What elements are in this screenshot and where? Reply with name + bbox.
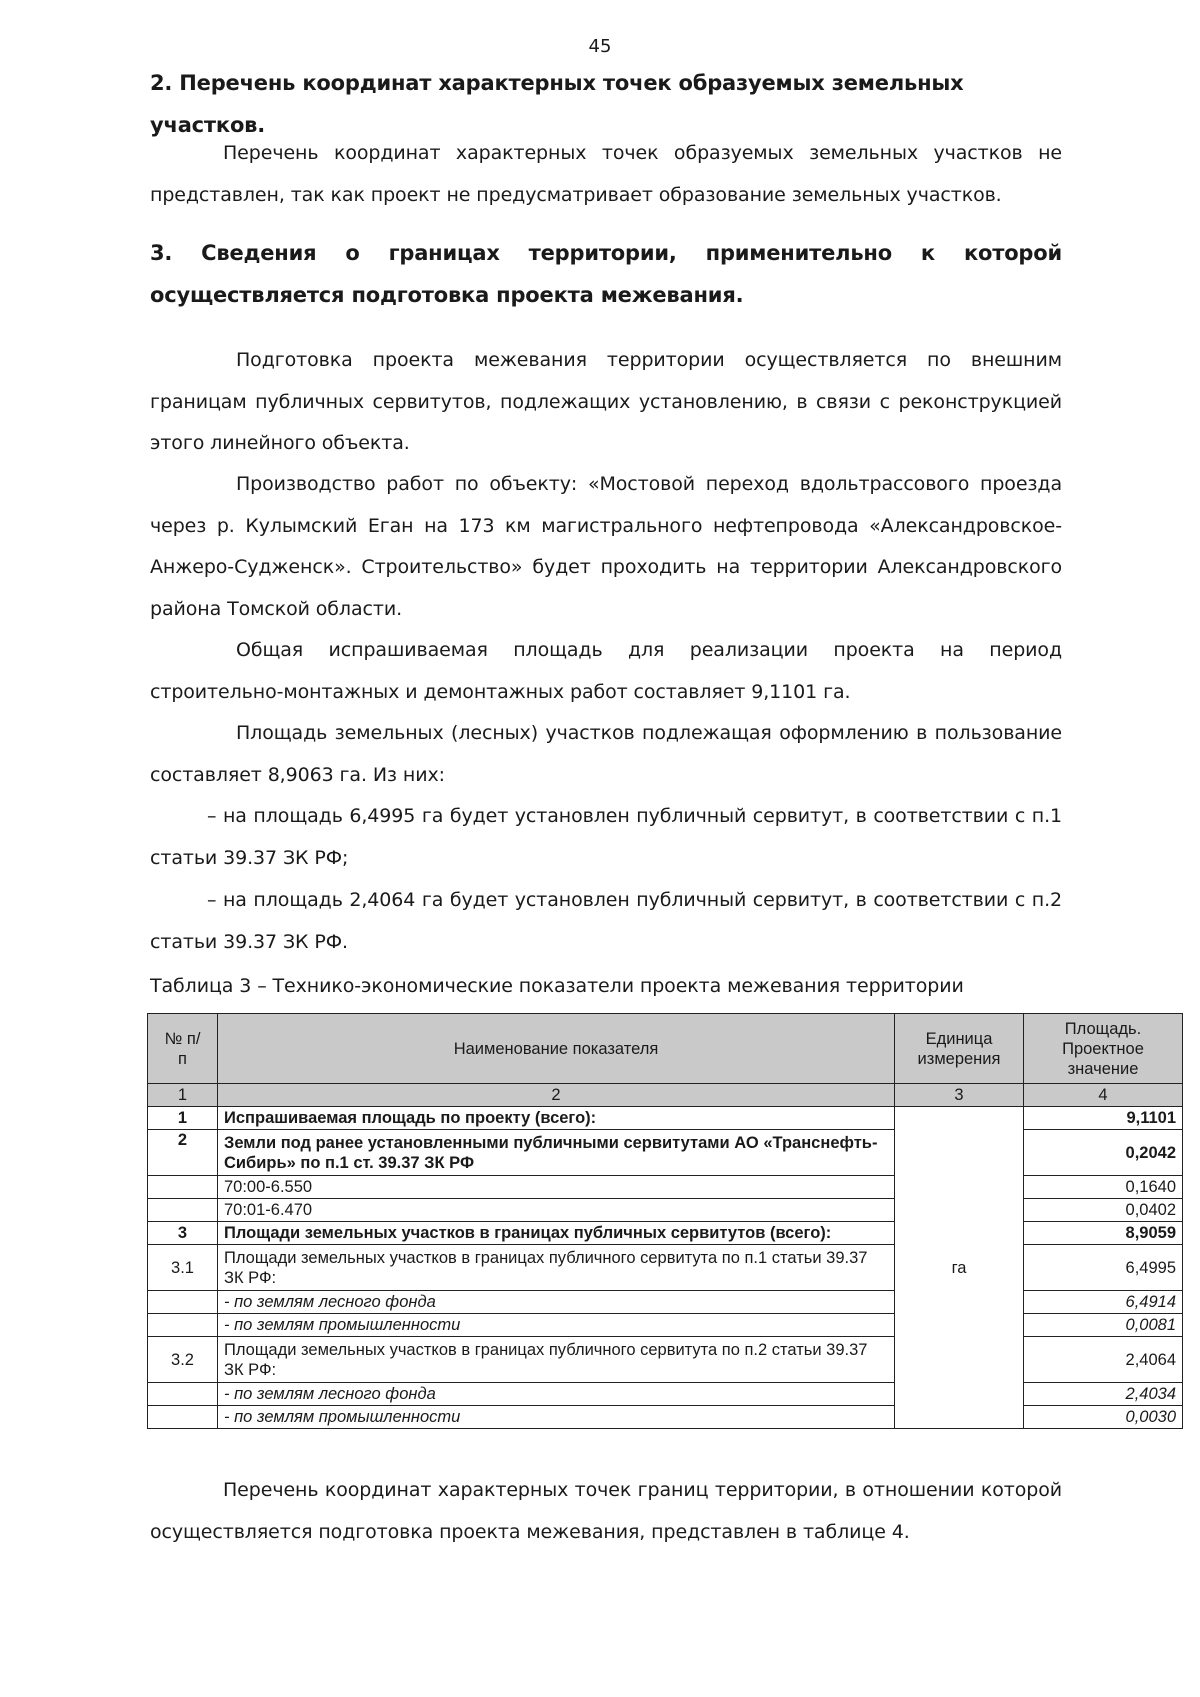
page-number: 45: [588, 36, 612, 57]
table-row: [148, 1222, 1183, 1245]
column-number: 4: [1024, 1084, 1183, 1107]
row-value: 8,9059: [1024, 1222, 1183, 1245]
column-number: 1: [148, 1084, 218, 1107]
row-name: - по землям промышленности: [218, 1314, 895, 1337]
row-no: [148, 1176, 218, 1199]
closing-paragraph-text: Перечень координат характерных точек границ территории, в отношении которой осуществляется подготовка проекта межевания, представлен в таблице 4.: [150, 1479, 1062, 1543]
row-name: Площади земельных участков в границах публичного сервитута по п.1 статьи 39.37 ЗК РФ:: [218, 1245, 895, 1291]
header-no: № п/п: [148, 1014, 218, 1084]
row-name: Испрашиваемая площадь по проекту (всего):: [218, 1107, 895, 1130]
table-row: [148, 1245, 1183, 1291]
row-value: 9,1101: [1024, 1107, 1183, 1130]
row-value: 0,0081: [1024, 1314, 1183, 1337]
row-value: 0,0030: [1024, 1406, 1183, 1429]
table-caption: Таблица 3 – Технико-экономические показатели проекта межевания территории: [150, 975, 964, 997]
table-column-numbers-row: [148, 1084, 1183, 1107]
row-value: 2,4064: [1024, 1337, 1183, 1383]
row-name: 70:01-6.470: [218, 1199, 895, 1222]
unit-cell: га: [895, 1107, 1024, 1429]
section-3-bullet-1: [150, 796, 1062, 879]
row-name: Земли под ранее установленными публичными сервитутами АО «Транснефть-Сибирь» по п.1 ст. 39.37 ЗК РФ: [218, 1130, 895, 1176]
table-row: [148, 1383, 1183, 1406]
section-3-paragraph-3: [150, 630, 1062, 713]
section-3-paragraph-3-text: Общая испрашиваемая площадь для реализации проекта на период строительно-монтажных и демонтажных работ составляет 9,1101 га.: [150, 639, 1062, 703]
header-value: Площадь. Проектное значение: [1024, 1014, 1183, 1084]
row-no: 3.2: [148, 1337, 218, 1383]
row-no: [148, 1383, 218, 1406]
section-3-bullet-1-text: – на площадь 6,4995 га будет установлен публичный сервитут, в соответствии с п.1 статьи 39.37 ЗК РФ;: [150, 805, 1062, 869]
section-3-paragraph-4: [150, 713, 1062, 796]
table-row: [148, 1337, 1183, 1383]
row-no: [148, 1291, 218, 1314]
row-name: - по землям лесного фонда: [218, 1383, 895, 1406]
row-name: 70:00-6.550: [218, 1176, 895, 1199]
row-value: 0,1640: [1024, 1176, 1183, 1199]
row-value: 0,2042: [1024, 1130, 1183, 1176]
row-no: [148, 1314, 218, 1337]
row-value: 2,4034: [1024, 1383, 1183, 1406]
header-name: Наименование показателя: [218, 1014, 895, 1084]
row-value: 0,0402: [1024, 1199, 1183, 1222]
header-unit: Единица измерения: [895, 1014, 1024, 1084]
table-row: [148, 1291, 1183, 1314]
section-3-paragraph-1: [150, 340, 1062, 465]
row-value: 6,4914: [1024, 1291, 1183, 1314]
table-row: [148, 1314, 1183, 1337]
table-row: [148, 1107, 1183, 1130]
section-3-bullet-2: [150, 880, 1062, 963]
row-no: 2: [148, 1130, 218, 1176]
row-name: - по землям лесного фонда: [218, 1291, 895, 1314]
row-name: Площади земельных участков в границах публичного сервитута по п.2 статьи 39.37 ЗК РФ:: [218, 1337, 895, 1383]
indicators-table: [147, 1013, 1183, 1429]
row-name: - по землям промышленности: [218, 1406, 895, 1429]
row-no: [148, 1199, 218, 1222]
table-row: [148, 1406, 1183, 1429]
row-no: [148, 1406, 218, 1429]
section-2-heading: 2. Перечень координат характерных точек образуемых земельных участков.: [150, 71, 964, 137]
section-3-bullet-2-text: – на площадь 2,4064 га будет установлен публичный сервитут, в соответствии с п.2 статьи 39.37 ЗК РФ.: [150, 889, 1062, 953]
table-row: [148, 1199, 1183, 1222]
section-2-text: [150, 133, 1062, 216]
row-name: Площади земельных участков в границах публичных сервитутов (всего):: [218, 1222, 895, 1245]
table-row: [148, 1130, 1183, 1176]
row-no: 1: [148, 1107, 218, 1130]
row-no: 3: [148, 1222, 218, 1245]
section-3-paragraph-4-text: Площадь земельных (лесных) участков подлежащая оформлению в пользование составляет 8,9063 га. Из них:: [150, 722, 1062, 786]
column-number: 2: [218, 1084, 895, 1107]
row-no: 3.1: [148, 1245, 218, 1291]
table-header-row: [148, 1014, 1183, 1084]
closing-paragraph: [150, 1470, 1062, 1553]
section-2-text-content: Перечень координат характерных точек образуемых земельных участков не представлен, так как проект не предусматривает образование земельных участков.: [150, 142, 1062, 206]
section-3-paragraph-2: [150, 464, 1062, 630]
table-row: [148, 1176, 1183, 1199]
section-3-paragraph-1-text: Подготовка проекта межевания территории осуществляется по внешним границам публичных сервитутов, подлежащих установлению, в связи с реконструкцией этого линейного объекта.: [150, 349, 1062, 454]
section-3-heading: 3. Сведения о границах территории, применительно к которой осуществляется подготовка проекта межевания.: [150, 241, 1062, 307]
row-value: 6,4995: [1024, 1245, 1183, 1291]
section-3-paragraph-2-text: Производство работ по объекту: «Мостовой переход вдольтрассового проезда через р. Кулымский Еган на 173 км магистрального нефтепровода «Александровское-Анжеро-Судженск». Строительство» будет проходить на территории Александровского района Томской области.: [150, 473, 1062, 620]
column-number: 3: [895, 1084, 1024, 1107]
